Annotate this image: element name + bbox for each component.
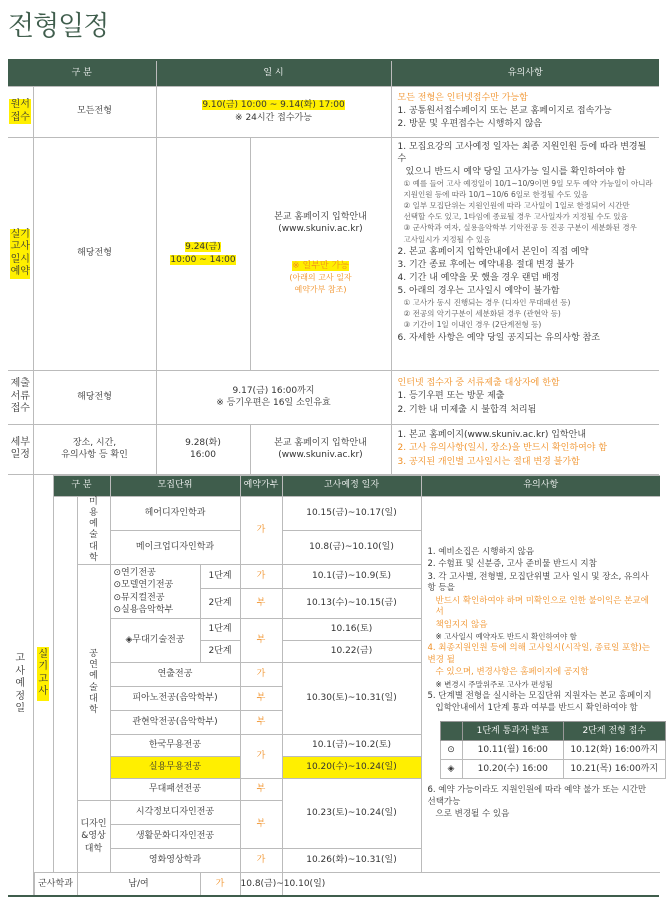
- category-cell: 고사예정일: [8, 474, 33, 896]
- exam-table: [34, 475, 661, 895]
- table-row: 영화영상학과 가 10.26(화)~10.31(일): [34, 849, 660, 873]
- exam-header-notes: 유의사항: [421, 475, 660, 496]
- exam-label-cell: 실기고사: [34, 475, 53, 873]
- type-cell: 모든전형: [33, 86, 156, 137]
- header-notes: 유의사항: [391, 60, 659, 86]
- row-application: [8, 86, 659, 137]
- table-row: 메이크업디자인학과 10.8(금)~10.10(일): [34, 530, 660, 564]
- table-row: 관현악전공(음악학부) 부: [34, 711, 660, 735]
- site-cell: 본교 홈페이지 입학안내 (www.skuniv.ac.kr): [250, 424, 391, 474]
- stage-table: 1단계 통과자 발표 2단계 전형 접수 ⊙ 10.11(월) 16:00 10.12(화) 16:00까지 ◈ 10.20(수) 16:00 10.21(목) 16:00까지: [440, 721, 666, 779]
- category-cell: 세부일정: [8, 424, 33, 474]
- table-row: 2단계 10.22(금): [34, 641, 660, 663]
- table-row: ◈무대기술전공 1단계 부 10.16(토): [34, 619, 660, 641]
- table-row: 피아노전공(음악학부) 부: [34, 687, 660, 711]
- row-detail-schedule: [8, 424, 659, 474]
- notes-cell: 1. 모집요강의 고사예정 일자는 최종 지원인원 등에 따라 변경될 수 있으니 반드시 예약 당일 고사가능 일시를 확인하여야 함 ① 예를 들어 고사 예정일이 10/1~10/9이면 9일 모두 예약 가능일이 아니라 지원인원 등에 따라 10/1~10/6 6일로 한정될 수도 있음 ② 일부 모집단위는 지원인원에 따라 고사일이 1일로 한정되어 시간만 선택할 수도 있고, 1타임에 종료될 경우 고사일자가 지정될 수도 있음 ③ 군사학과 여자, 실용음악학부 기악전공 등 진공 구분이 세분화된 경우 고사일시가 지정될 수 있음 2. 본교 홈페이지 입학안내에서 본인이 직접 예약 3. 기간 종료 후에는 예약내용 절대 변경 불가 4. 기간 내 예약을 못 했을 경우 랜덤 배정 5. 아래의 경우는 고사일시 예약이 불가함 ① 고사가 동시 진행되는 경우 (디자인 무대패션 등) ② 전공의 악기구분이 세분화된 경우 (관현악 등) ③ 기간이 1일 이내인 경우 (2단계전형 등) 6. 자세한 사항은 예약 당일 공지되는 유의사항 참조: [391, 137, 659, 370]
- table-row: 실용무용전공 10.20(수)~10.24(일): [34, 757, 660, 779]
- row-document-submission: [8, 370, 659, 424]
- date-cell: 9.28(화) 16:00: [156, 424, 250, 474]
- type-cell: 해당전형: [33, 370, 156, 424]
- page-title: 전형일정: [8, 11, 109, 42]
- row-practical-reservation: [8, 137, 659, 370]
- type-cell: 장소, 시간, 유의사항 등 확인: [33, 424, 156, 474]
- category-cell: 실기고사일시예약: [8, 137, 33, 370]
- exam-header-date: 고사예정 일자: [282, 475, 421, 496]
- header-category: 구 분: [8, 60, 156, 86]
- table-row: 디자인&영상대학 시각정보디자인전공 부: [34, 801, 660, 825]
- table-row: 생활문화디자인전공: [34, 825, 660, 849]
- date-cell: 9.17(금) 16:00까지 ※ 등기우편은 16일 소인유효: [156, 370, 391, 424]
- notes-cell: 인터넷 접수자 중 서류제출 대상자에 한함 1. 등기우편 또는 방문 제출 2. 기한 내 미제출 시 불합격 처리됨: [391, 370, 659, 424]
- category-cell: 원서접수: [8, 86, 33, 137]
- exam-notes-cell: 1. 예비소집은 시행하지 않음 2. 수험표 및 신분증, 고사 준비물 반드시 지참 3. 각 고사별, 전형별, 모집단위별 고사 일시 및 장소, 유의사항 등을 반드시 확인하여야 하며 미확인으로 인한 불이익은 본교에서 책임지지 않음 ※ 고사일시 예약자도 반드시 확인하여야 함 4. 최종지원인원 등에 의해 고사일시(시작일, 종료일 포함)는 변경 될 수 있으며, 변경사항은 홈페이지에 공지함 ※ 변경시 주말위주로 고사가 편성됨 5. 단계별 전형을 실시하는 모집단위 지원자는 본교 홈페이지 입학안내에서 1단계 통과 여부를 반드시 확인하여야 함 1단계 통과자 발표 2단계 전형 접수 ⊙ 10.11(월) 16:00 10.12(화) 16:00까지 ◈ 10.20(수) 16:00 10.21(목) 16:00까지 6. 예약 가능이라도 지원인원에 따라 예약 불가 또는 시간만 선택가능 으로 변경될 수 있음: [421, 496, 660, 873]
- date-cell: 9.10(금) 10:00 ~ 9.14(화) 17:00 ※ 24시간 접수가능: [156, 86, 391, 137]
- table-row: 미용예술대학 헤어디자인학과 가 10.15(금)~10.17(일) 1. 예비소집은 시행하지 않음 2. 수험표 및 신분증, 고사 준비물 반드시 지참 3. 각 고사별, 전형별, 모집단위별 고사 일시 및 장소, 유의사항 등을 반드시 확인하여야 하며 미확인으로 인한 불이익은 본교에서 책임지지 않음 ※ 고사일시 예약자도 반드시 확인하여야 함 4. 최종지원인원 등에 의해 고사일시(시작일, 종료일 포함)는 변경 될 수 있으며, 변경사항은 홈페이지에 공지함 ※ 변경시 주말위주로 고사가 편성됨 5. 단계별 전형을 실시하는 모집단위 지원자는 본교 홈페이지 입학안내에서 1단계 통과 여부를 반드시 확인하여야 함 1단계 통과자 발표 2단계 전형 접수 ⊙ 10.11(월) 16:00 10.12(화) 16:00까지 ◈ 10.20(수) 16:00 10.21(목) 16:00까지 6. 예약 가능이라도 지원인원에 따라 예약 불가 또는 시간만 선택가능 으로 변경될 수 있음: [34, 496, 660, 530]
- table-row: 2단계 부 10.13(수)~10.15(금): [34, 589, 660, 619]
- college-cell: 미용예술대학: [77, 496, 110, 565]
- notes-cell: 모든 전형은 인터넷접수만 가능함 1. 공통원서접수페이지 또는 본교 홈페이지로 접속가능 2. 방문 및 우편접수는 시행하지 않음: [391, 86, 659, 137]
- notes-cell: 1. 본교 홈페이지(www.skuniv.ac.kr) 입학안내 2. 고사 유의사항(일시, 장소)을 반드시 확인하여야 함 3. 공지된 개인별 고사일시는 절대 변경 불가함: [391, 424, 659, 474]
- table-row: 군사학과 남/여 가 10.8(금)~10.10(일): [34, 873, 660, 895]
- date-cell: 9.24(금) 10:00 ~ 14:00: [156, 137, 250, 370]
- table-row: 연출전공 가 10.30(토)~10.31(일): [34, 663, 660, 687]
- table-row: 무대패션전공 부 10.23(토)~10.24(일): [34, 779, 660, 801]
- category-cell: 제출서류접수: [8, 370, 33, 424]
- site-cell: 본교 홈페이지 입학안내 (www.skuniv.ac.kr) ※ 일부만 가능 (아래의 고사 일자 예약가부 참조): [250, 137, 391, 370]
- table-row: 한국무용전공 가 10.1(금)~10.2(토): [34, 735, 660, 757]
- type-cell: 해당전형: [33, 137, 156, 370]
- exam-header-reservation: 예약가부: [240, 475, 282, 496]
- table-row: 공연예술대학 ⊙연기전공 ⊙모델연기전공 ⊙뮤지컬전공 ⊙실용음악학부 1단계 가 10.1(금)~10.9(토): [34, 565, 660, 589]
- row-exam-dates: [8, 474, 659, 896]
- schedule-table: [8, 59, 659, 897]
- college-cell: 공연예술대학: [77, 565, 110, 801]
- exam-header-category: 구 분: [53, 475, 110, 496]
- exam-header-unit: 모집단위: [110, 475, 240, 496]
- header-datetime: 일 시: [156, 60, 391, 86]
- college-cell: 디자인&영상대학: [77, 801, 110, 873]
